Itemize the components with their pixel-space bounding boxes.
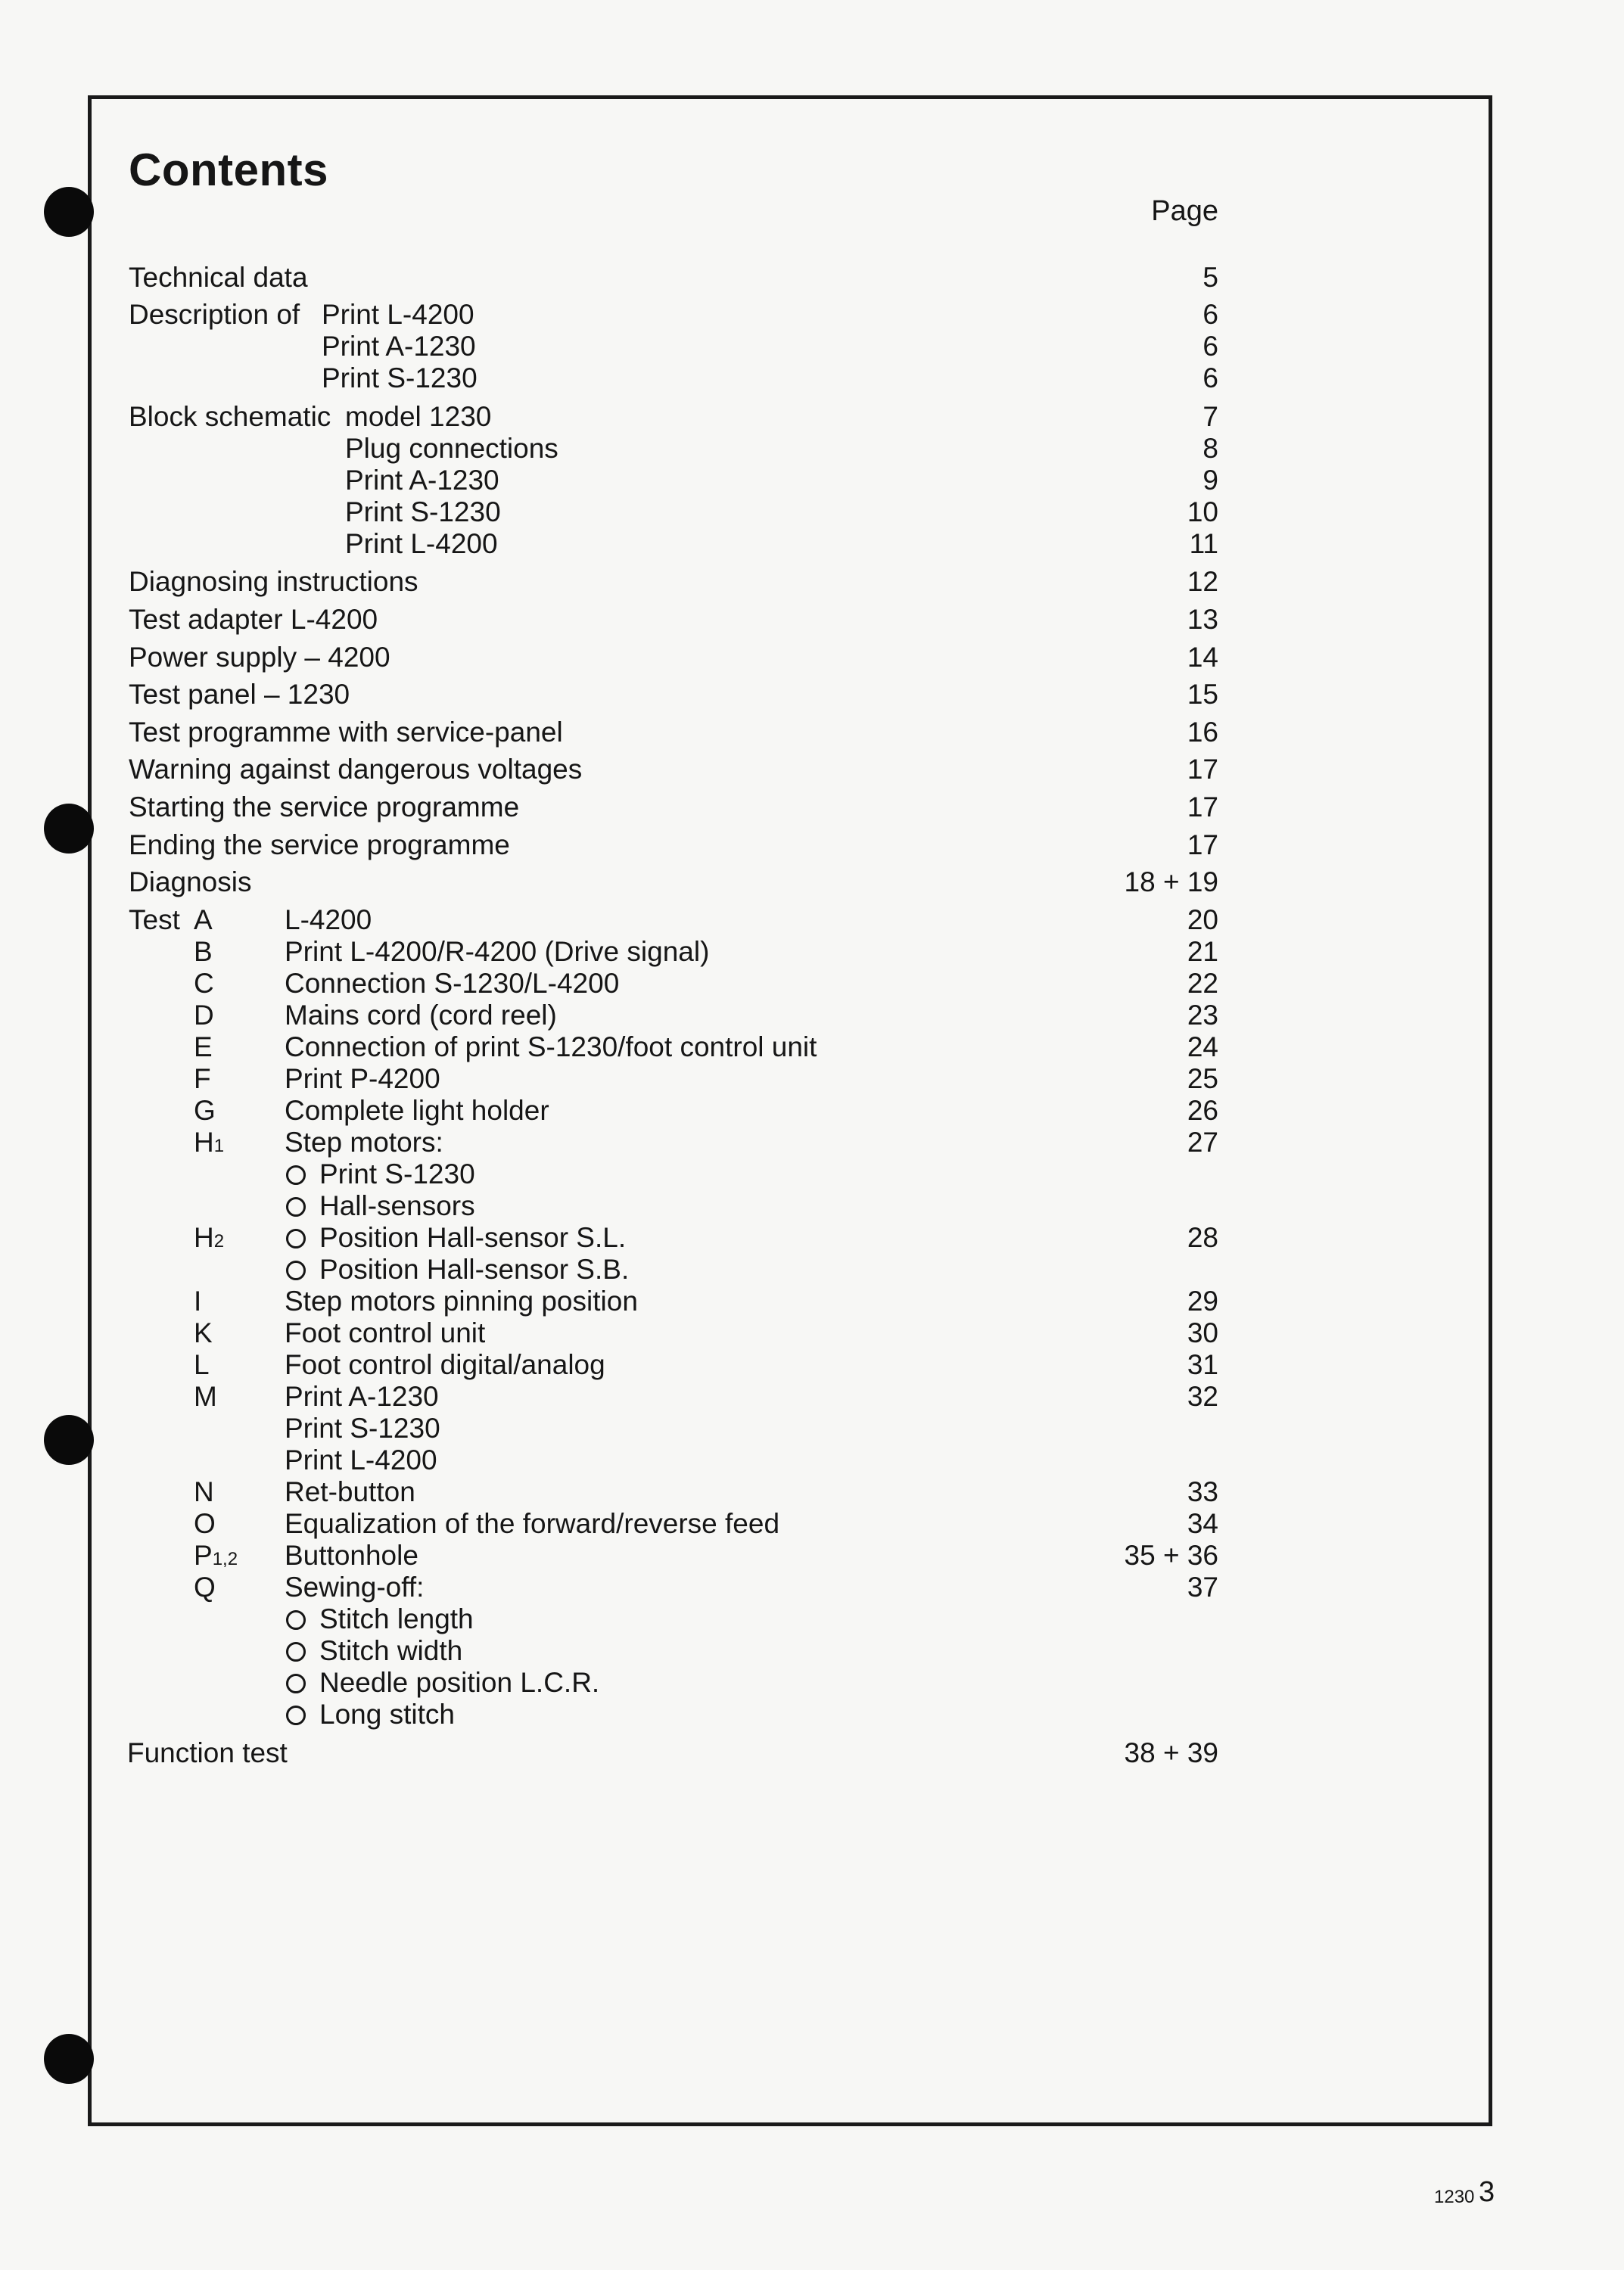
test-description: Connection of print S-1230/foot control unit xyxy=(285,1031,817,1062)
test-description: Foot control digital/analog xyxy=(285,1349,605,1380)
test-letter: D xyxy=(194,1000,214,1031)
test-letter: K xyxy=(194,1317,213,1348)
toc-page: 26 xyxy=(1187,1095,1218,1126)
circle-bullet-icon xyxy=(286,1229,306,1248)
toc-label: Warning against dangerous voltages xyxy=(129,754,583,785)
toc-page: 10 xyxy=(1187,496,1218,527)
toc-page: 17 xyxy=(1187,791,1218,822)
circle-bullet-icon xyxy=(286,1642,306,1662)
test-letter: E xyxy=(194,1031,213,1062)
toc-label: Power supply – 4200 xyxy=(129,642,390,673)
test-description: Print L-4200/R-4200 (Drive signal) xyxy=(285,936,710,967)
toc-page: 16 xyxy=(1187,717,1218,748)
test-letter: C xyxy=(194,968,214,999)
page-column-header: Page xyxy=(1151,195,1218,227)
test-letter: H2 xyxy=(194,1222,225,1253)
toc-subitem: model 1230 xyxy=(345,401,492,432)
toc-page: 31 xyxy=(1187,1349,1218,1380)
toc-page: 23 xyxy=(1187,1000,1218,1031)
toc-page: 7 xyxy=(1202,401,1218,432)
toc-subitem: Print S-1230 xyxy=(322,362,478,393)
circle-bullet-icon xyxy=(286,1706,306,1725)
test-description: Print A-1230 xyxy=(285,1381,439,1412)
test-description: Ret-button xyxy=(285,1476,415,1507)
toc-page: 15 xyxy=(1187,679,1218,710)
footer-page-number: 3 xyxy=(1479,2176,1495,2208)
circle-bullet-icon xyxy=(286,1165,306,1185)
test-letter: O xyxy=(194,1508,216,1539)
toc-page: 14 xyxy=(1187,642,1218,673)
toc-page: 6 xyxy=(1202,331,1218,362)
test-letter: A xyxy=(194,904,213,935)
test-description: Foot control unit xyxy=(285,1317,486,1348)
test-description: Connection S-1230/L-4200 xyxy=(285,968,620,999)
toc-page: 9 xyxy=(1202,465,1218,496)
toc-label: Test adapter L-4200 xyxy=(129,604,378,635)
toc-label: Ending the service programme xyxy=(129,829,510,860)
toc-subitem: Plug connections xyxy=(345,433,558,464)
toc-page: 24 xyxy=(1187,1031,1218,1062)
toc-page: 22 xyxy=(1187,968,1218,999)
toc-page: 37 xyxy=(1187,1572,1218,1603)
circle-bullet-icon xyxy=(286,1674,306,1693)
circle-bullet-icon xyxy=(286,1197,306,1217)
test-description: Complete light holder xyxy=(285,1095,549,1126)
test-description: Print P-4200 xyxy=(285,1063,440,1094)
toc-subitem: Print A-1230 xyxy=(345,465,499,496)
test-letter: L xyxy=(194,1349,210,1380)
test-description: Print S-1230 xyxy=(285,1413,440,1444)
test-subitem: Stitch width xyxy=(286,1637,462,1665)
toc-page: 12 xyxy=(1187,566,1218,597)
test-letter: N xyxy=(194,1476,214,1507)
test-subitem: Long stitch xyxy=(286,1700,455,1728)
toc-page: 33 xyxy=(1187,1476,1218,1507)
toc-label: Technical data xyxy=(129,262,308,293)
test-subitem: Position Hall-sensor S.B. xyxy=(286,1255,629,1283)
toc-page: 6 xyxy=(1202,299,1218,330)
toc-label: Test panel – 1230 xyxy=(129,679,350,710)
test-letter: I xyxy=(194,1286,202,1317)
test-letter: F xyxy=(194,1063,211,1094)
toc-page: 17 xyxy=(1187,754,1218,785)
test-subitem: Hall-sensors xyxy=(286,1192,475,1220)
test-description: L-4200 xyxy=(285,904,372,935)
toc-page: 5 xyxy=(1202,262,1218,293)
test-description: Print L-4200 xyxy=(285,1444,437,1476)
page-title: Contents xyxy=(129,145,328,195)
test-description: Step motors pinning position xyxy=(285,1286,638,1317)
test-letter: P1,2 xyxy=(194,1540,238,1571)
circle-bullet-icon xyxy=(286,1261,306,1280)
binder-hole xyxy=(44,2034,94,2084)
toc-subitem: Print L-4200 xyxy=(322,299,474,330)
toc-page: 18 + 19 xyxy=(1124,866,1218,897)
footer-model-number: 1230 xyxy=(1434,2187,1475,2207)
circle-bullet-icon xyxy=(286,1610,306,1630)
toc-label: Starting the service programme xyxy=(129,791,520,822)
binder-hole xyxy=(44,187,94,237)
test-subitem: Needle position L.C.R. xyxy=(286,1668,599,1696)
toc-page: 17 xyxy=(1187,829,1218,860)
binder-hole xyxy=(44,1415,94,1465)
toc-subitem: Print L-4200 xyxy=(345,528,498,559)
toc-label: Diagnosis xyxy=(129,866,252,897)
toc-page: 20 xyxy=(1187,904,1218,935)
test-subitem: Stitch length xyxy=(286,1605,474,1633)
toc-page: 6 xyxy=(1202,362,1218,393)
toc-label: Function test xyxy=(127,1737,288,1768)
binder-hole xyxy=(44,804,94,854)
test-letter: B xyxy=(194,936,213,967)
toc-page: 11 xyxy=(1189,528,1218,559)
test-description: Equalization of the forward/reverse feed xyxy=(285,1508,780,1539)
test-description: Mains cord (cord reel) xyxy=(285,1000,557,1031)
toc-page: 29 xyxy=(1187,1286,1218,1317)
toc-subitem: Print A-1230 xyxy=(322,331,476,362)
toc-label: Test programme with service-panel xyxy=(129,717,563,748)
toc-label: Block schematic xyxy=(129,401,331,432)
test-description: Sewing-off: xyxy=(285,1572,425,1603)
test-description: Step motors: xyxy=(285,1127,443,1158)
toc-page: 25 xyxy=(1187,1063,1218,1094)
toc-page: 38 + 39 xyxy=(1124,1737,1218,1768)
test-subitem: Position Hall-sensor S.L. xyxy=(286,1224,626,1252)
test-label: Test xyxy=(129,904,180,935)
test-letter: M xyxy=(194,1381,217,1412)
toc-page: 8 xyxy=(1202,433,1218,464)
toc-label: Diagnosing instructions xyxy=(129,566,418,597)
toc-page: 32 xyxy=(1187,1381,1218,1412)
toc-page: 34 xyxy=(1187,1508,1218,1539)
toc-subitem: Print S-1230 xyxy=(345,496,501,527)
toc-page: 28 xyxy=(1187,1222,1218,1253)
toc-page: 27 xyxy=(1187,1127,1218,1158)
test-letter: Q xyxy=(194,1572,216,1603)
toc-page: 35 + 36 xyxy=(1124,1540,1218,1571)
toc-page: 21 xyxy=(1187,936,1218,967)
toc-label: Description of xyxy=(129,299,300,330)
test-letter: H1 xyxy=(194,1127,225,1158)
toc-page: 13 xyxy=(1187,604,1218,635)
toc-page: 30 xyxy=(1187,1317,1218,1348)
test-description: Buttonhole xyxy=(285,1540,418,1571)
test-subitem: Print S-1230 xyxy=(286,1160,475,1188)
test-letter: G xyxy=(194,1095,216,1126)
